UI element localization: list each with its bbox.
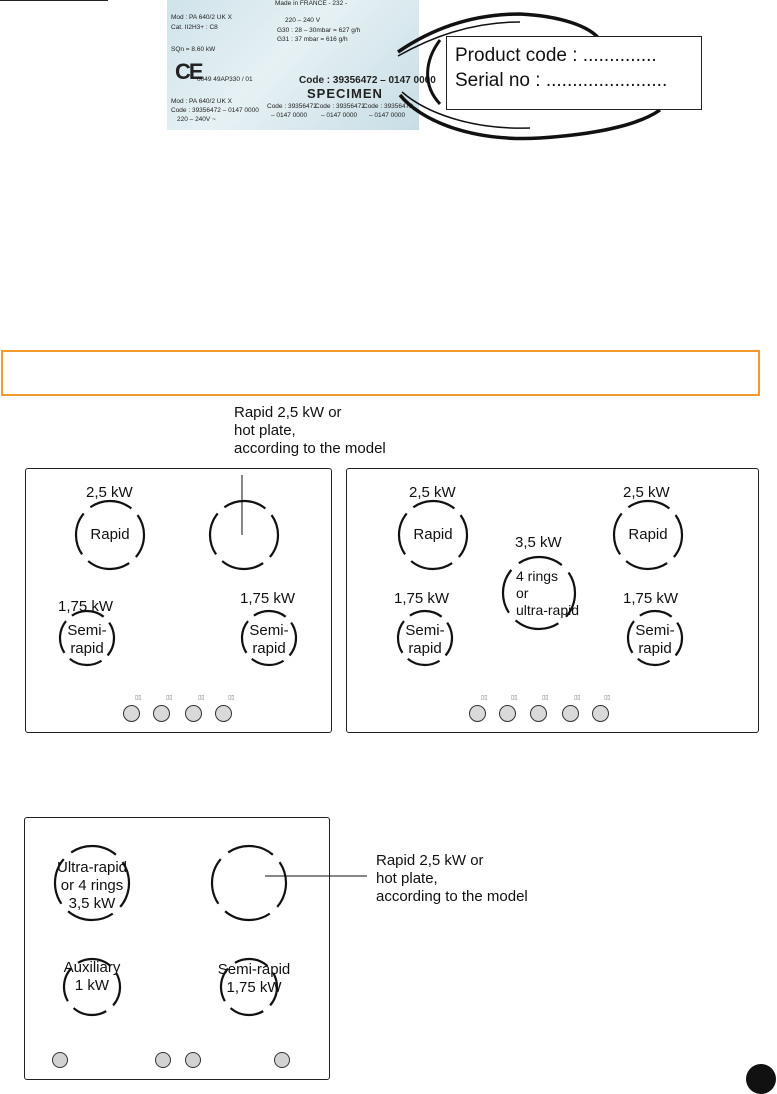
hob4-semi-right-power: 1,75 kW — [240, 590, 296, 607]
center-line-1: 4 rings — [516, 568, 559, 584]
hob5-rapid-right-power: 2,5 kW — [623, 484, 670, 501]
note-line-3: according to the model — [376, 888, 528, 905]
semi-line-2: 1,75 kW — [226, 979, 282, 996]
note-line-3: according to the model — [234, 440, 386, 457]
note-line-2: hot plate, — [234, 422, 296, 439]
hob-bottom-knob-3[interactable] — [185, 1052, 201, 1068]
hob-bottom-knob-2[interactable] — [155, 1052, 171, 1068]
semi-line-2: rapid — [252, 640, 286, 657]
plate-mod-top: Mod : PA 640/2 UK X — [171, 14, 232, 21]
page-marker — [746, 1064, 776, 1094]
svg-text:▯▯: ▯▯ — [198, 695, 205, 701]
svg-text:▯▯: ▯▯ — [542, 695, 549, 701]
center-line-3: ultra-rapid — [516, 602, 580, 618]
aux-line-1: Auxiliary — [63, 959, 121, 976]
plate-mod-bottom: Mod : PA 640/2 UK X — [171, 98, 232, 105]
hob5-semi-left-power: 1,75 kW — [394, 590, 450, 607]
plate-voltage-top: 220 – 240 V — [285, 17, 321, 24]
hob5-rapid-left-power: 2,5 kW — [409, 484, 456, 501]
plate-code-strip-3b: – 0147 0000 — [369, 112, 406, 119]
plate-ce-number: 0049 49AP330 / 01 — [197, 76, 253, 83]
semi-line-2: rapid — [408, 640, 442, 657]
hob4-rapid-label: Rapid — [90, 526, 130, 543]
plate-code-main: Code : 39356472 – 0147 0000 — [299, 75, 436, 86]
ce-mark: CE — [175, 59, 202, 84]
svg-text:▯▯: ▯▯ — [135, 695, 142, 701]
svg-text:▯▯: ▯▯ — [511, 695, 518, 701]
serial-number-label: Serial no : ....................... — [455, 70, 668, 91]
plate-code-bottom: Code : 39356472 – 0147 0000 — [171, 107, 259, 114]
hob-bottom-knob-1[interactable] — [52, 1052, 68, 1068]
semi-line-1: Semi-rapid — [217, 961, 291, 978]
ultra-line-1: Ultra-rapid — [56, 859, 128, 876]
svg-text:▯▯: ▯▯ — [604, 695, 611, 701]
hob-bottom-ultra-label — [47, 859, 137, 913]
plate-sqn: SQn = 8.60 kW — [171, 46, 216, 53]
note-line-1: Rapid 2,5 kW or — [234, 404, 342, 421]
plate-g30: G30 : 28 – 30mbar = 627 g/h — [277, 27, 361, 34]
ultra-line-3: 3,5 kW — [68, 895, 116, 912]
semi-line-2: rapid — [638, 640, 672, 657]
hob5-semi-right-power: 1,75 kW — [623, 590, 679, 607]
hob5-rapid-right-label: Rapid — [628, 526, 668, 543]
note-line-2: hot plate, — [376, 870, 438, 887]
semi-line-1: Semi- — [635, 622, 675, 639]
plate-g31: G31 : 37 mbar = 616 g/h — [277, 36, 348, 43]
product-code-label: Product code : .............. — [455, 45, 657, 66]
plate-code-strip-3: Code : 39356472 — [363, 103, 413, 110]
hob-bottom-knob-4[interactable] — [274, 1052, 290, 1068]
center-line-2: or — [516, 585, 529, 601]
plate-code-strip-2b: – 0147 0000 — [321, 112, 358, 119]
svg-text:▯▯: ▯▯ — [574, 695, 581, 701]
semi-line-1: Semi- — [405, 622, 445, 639]
hob4-semi-left-power: 1,75 kW — [58, 598, 114, 615]
svg-text:▯▯: ▯▯ — [228, 695, 235, 701]
svg-text:▯▯: ▯▯ — [481, 695, 488, 701]
ultra-line-2: or 4 rings — [60, 877, 124, 894]
plate-cat: Cat. II2H3+ : C8 — [171, 24, 218, 31]
plate-specimen: SPECIMEN — [307, 86, 383, 101]
hob-bottom-aux-label — [47, 959, 137, 995]
svg-text:▯▯: ▯▯ — [166, 695, 173, 701]
plate-voltage-bottom: 220 – 240V ~ — [177, 116, 216, 123]
semi-line-1: Semi- — [67, 622, 107, 639]
hob5-center-power: 3,5 kW — [515, 534, 562, 551]
aux-line-2: 1 kW — [74, 977, 110, 994]
hot-plate-note-bottom — [376, 852, 528, 906]
plate-code-strip-1: Code : 39356472 — [267, 103, 317, 110]
plate-code-strip-1b: – 0147 0000 — [271, 112, 308, 119]
hob4-rapid-power: 2,5 kW — [86, 484, 133, 501]
semi-line-2: rapid — [70, 640, 104, 657]
plate-made-in: Made in FRANCE - 232 - — [275, 0, 348, 7]
plate-code-strip-2: Code : 39356472 — [315, 103, 365, 110]
hob-bottom-semi-label — [204, 961, 304, 997]
hob5-rapid-left-label: Rapid — [413, 526, 453, 543]
note-line-1: Rapid 2,5 kW or — [376, 852, 484, 869]
semi-line-1: Semi- — [249, 622, 289, 639]
